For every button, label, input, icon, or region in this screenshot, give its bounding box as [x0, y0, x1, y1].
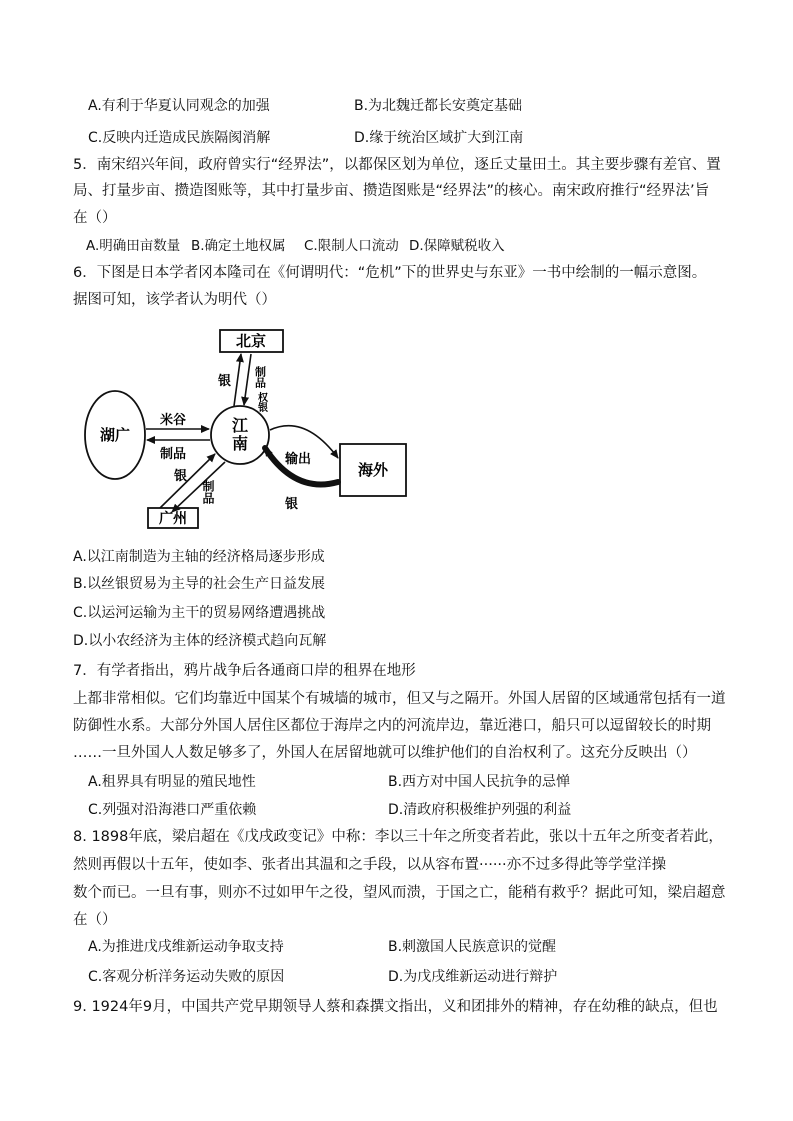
q6-option-c: C.以运河运输为主干的贸易网络遭遇挑战: [73, 605, 326, 621]
label-quanyin-vertical: 权银: [255, 392, 267, 412]
q5-option-b: B.确定土地权属: [191, 238, 286, 254]
q6-option-d: D.以小农经济为主体的经济模式趋向瓦解: [73, 633, 327, 649]
q7-option-c: C.列强对沿海港口严重依赖: [88, 802, 257, 818]
q8-option-a: A.为推进戊戌维新运动争取支持: [88, 939, 284, 955]
q7-stem-line4: ……一旦外国人人数足够多了，外国人在居留地就可以维护他们的自治权利了。这充分反映出（）: [73, 745, 697, 761]
q5-stem-line1: 5．南宋绍兴年间，政府曾实行“经界法”，以都保区划为单位，逐丘丈量田土。其主要步骤有差官、置: [73, 157, 721, 173]
q6-option-b: B.以丝银贸易为主导的社会生产日益发展: [73, 576, 326, 592]
label-shuchu: 输出: [285, 452, 312, 467]
q5-stem-line3: 在（）: [73, 210, 117, 226]
jiangnan-label: 江南: [231, 416, 249, 453]
label-migu: 米谷: [160, 413, 187, 428]
q8-stem-line2: 然则再假以十五年，使如李、张者出其温和之手段，以从容布置······亦不过多得此等学堂洋操: [73, 857, 667, 873]
q7-option-a: A.租界具有明显的殖民地性: [88, 774, 256, 790]
haiwai-label: 海外: [357, 461, 389, 479]
q7-option-d: D.清政府积极维护列强的利益: [388, 802, 572, 818]
q8-stem-line3: 数个而已。一旦有事，则亦不过如甲午之役，望风而溃，于国之亡，能稍有救乎？据此可知，梁启超意: [73, 885, 726, 901]
label-zhipin-guangzhou: 制品: [201, 480, 215, 504]
q8-option-b: B.刺激国人民族意识的觉醒: [388, 939, 557, 955]
q4-option-d: D.缘于统治区域扩大到江南: [354, 130, 524, 146]
label-zhipin-horizontal: 制品: [160, 447, 187, 462]
q9-stem-line1: 9. 1924年9月，中国共产党早期领导人蔡和森撰文指出，义和团排外的精神，存在幼稚的缺点，但也: [73, 999, 718, 1015]
huguang-label: 湖广: [99, 426, 131, 444]
beijing-label: 北京: [235, 332, 267, 350]
q8-stem-line4: 在（）: [73, 912, 117, 928]
q5-stem-line2: 局、打量步亩、攒造图账等，其中打量步亩、攒造图账是“经界法”的核心。南宋政府推行“经界法’旨: [73, 183, 710, 199]
label-yin-haiwai: 银: [285, 497, 299, 512]
q4-option-a: A.有利于华夏认同观念的加强: [88, 98, 270, 114]
q5-option-a: A.明确田亩数量: [86, 238, 181, 254]
q8-option-d: D.为戊戌维新运动进行辩护: [388, 969, 558, 985]
ming-economy-diagram: [80, 322, 420, 534]
arrow-jiangnan-to-beijing: [234, 354, 241, 406]
q4-option-b: B.为北魏迁都长安奠定基础: [354, 98, 523, 114]
q8-option-c: C.客观分析洋务运动失败的原因: [88, 969, 285, 985]
guangzhou-label: 广州: [159, 511, 187, 527]
q5-option-d: D.保障赋税收入: [409, 238, 505, 254]
q7-option-b: B.西方对中国人民抗争的忌惮: [388, 774, 571, 790]
q7-stem-line1: 7．有学者指出，鸦片战争后各通商口岸的租界在地形: [73, 663, 416, 679]
q6-stem-line2: 据图可知，该学者认为明代（）: [73, 292, 276, 308]
label-zhipin-vertical: 制品: [253, 366, 267, 388]
label-yin-guangzhou: 银: [174, 469, 188, 484]
q6-stem-line1: 6．下图是日本学者冈本隆司在《何谓明代：“危机”下的世界史与东亚》一书中绘制的一幅示意图。: [73, 265, 707, 281]
q6-option-a: A.以江南制造为主轴的经济格局逐步形成: [73, 549, 325, 565]
q7-stem-line3: 防御性水系。大部分外国人居住区都位于海岸之内的河流岸边，靠近港口，船只可以逗留较长的时期: [73, 718, 711, 734]
arrow-beijing-to-jiangnan: [244, 354, 251, 405]
q7-stem-line2: 上都非常相似。它们均靠近中国某个有城墙的城市，但又与之隔开。外国人居留的区域通常包括有一道: [73, 691, 726, 707]
q5-option-c: C.限制人口流动: [304, 238, 399, 254]
q4-option-c: C.反映内迁造成民族隔阂消解: [88, 130, 271, 146]
label-yin-north: 银: [218, 374, 232, 389]
q8-stem-line1: 8. 1898年底，梁启超在《戊戌政变记》中称：李以三十年之所变者若此，张以十五年之所变者若此，: [73, 829, 723, 845]
